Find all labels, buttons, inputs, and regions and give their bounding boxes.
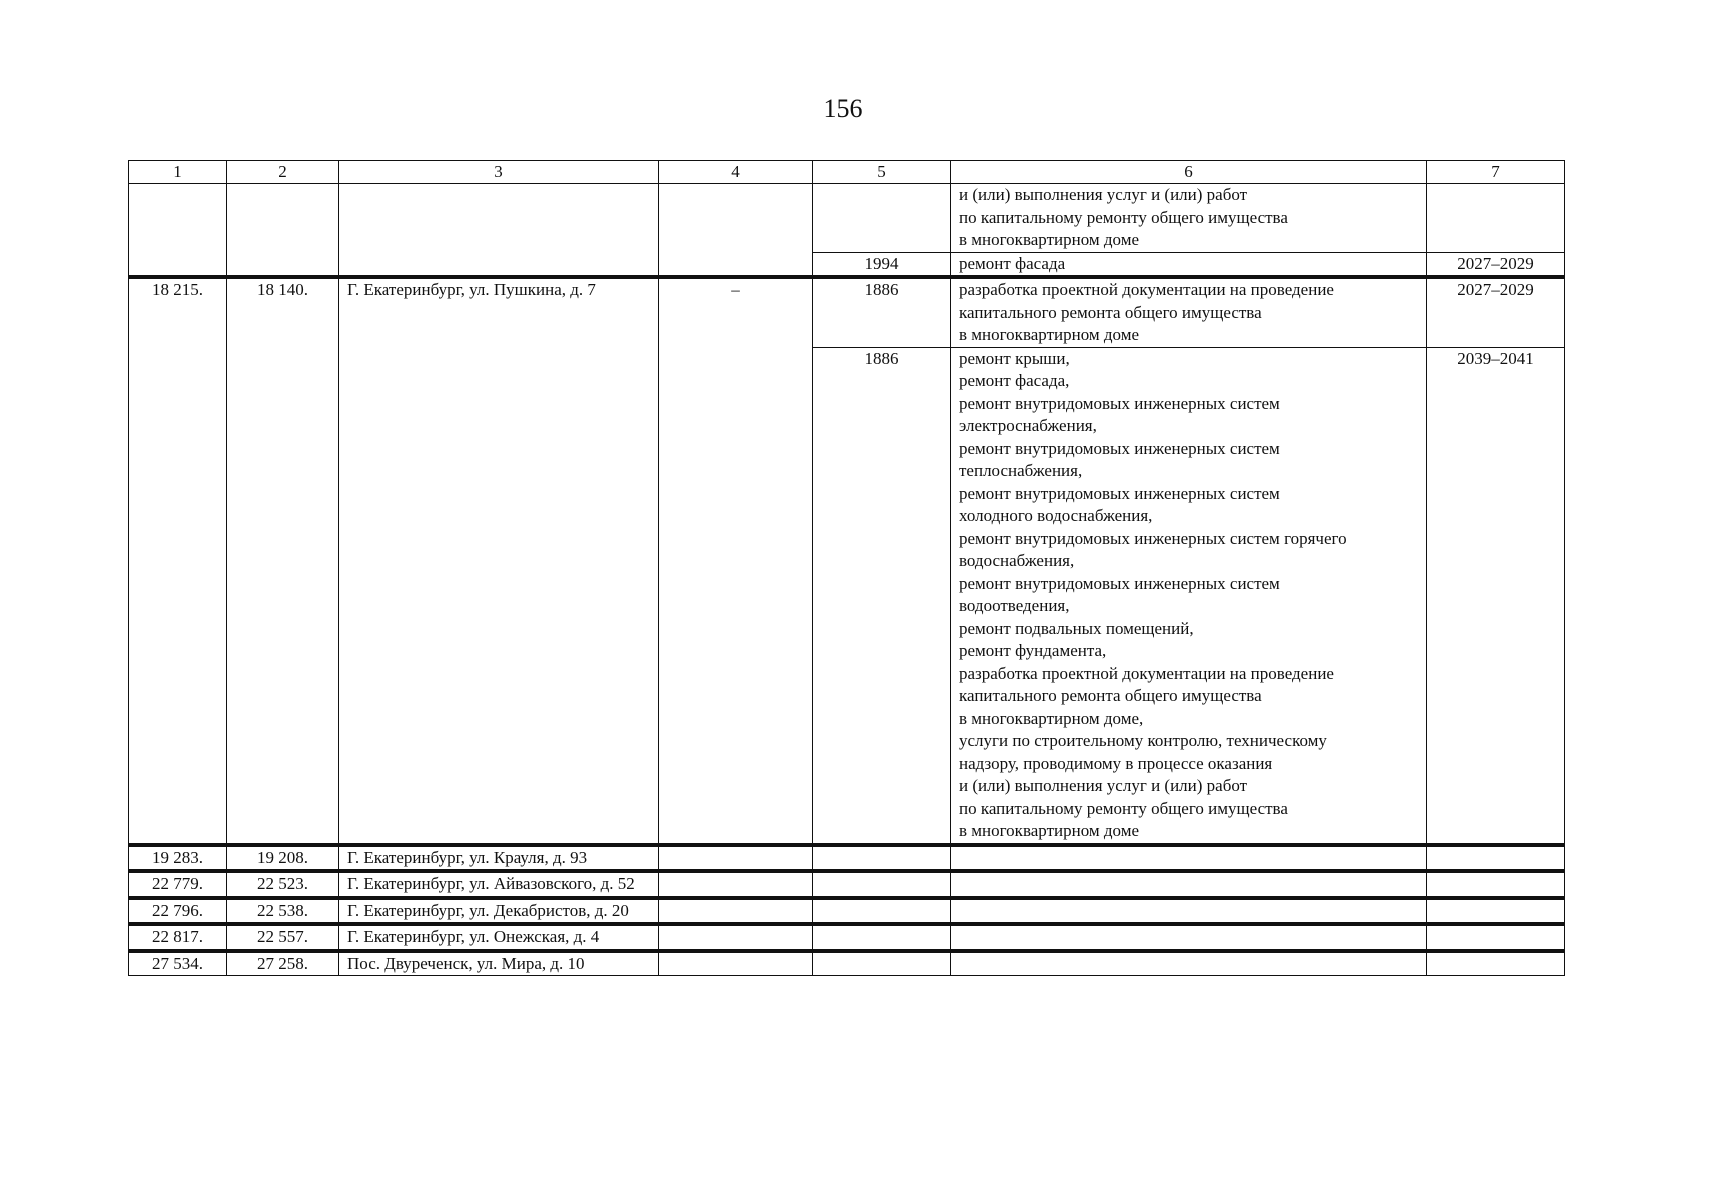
column-header: 5 [813,161,951,184]
year-cell [813,898,951,925]
work-line: ремонт внутридомовых инженерных систем [959,438,1280,458]
work-types-cell [951,347,1427,845]
column-header: 2 [227,161,339,184]
column-4-cell [659,951,813,976]
year-cell [813,184,951,253]
table-row [129,277,1565,347]
register-number: 27 534. [129,951,227,976]
work-line: и (или) выполнения услуг и (или) работ [959,776,1248,795]
column-4-cell [659,924,813,951]
work-line: разработка проектной документации на проведение [959,663,1334,683]
page-number: 156 [823,94,863,123]
work-types-cell [951,845,1427,872]
column-4-cell [659,845,813,872]
address-cell: Г. Екатеринбург, ул. Крауля, д. 93 [339,845,659,872]
year-cell [813,951,951,976]
work-line: в многоквартирном доме, [959,708,1144,728]
period-cell [1427,898,1565,925]
period-cell [1427,871,1565,898]
period-cell [1427,924,1565,951]
period-cell: 2039–2041 [1427,347,1565,845]
period-cell [1427,184,1565,253]
column-4-cell [659,871,813,898]
house-number: 27 258. [227,951,339,976]
column-header: 1 [129,161,227,184]
period-cell: 2027–2029 [1427,252,1565,277]
period-cell: 2027–2029 [1427,277,1565,347]
work-types-cell [951,924,1427,951]
table-row [129,184,1565,253]
address-cell: Пос. Двуреченск, ул. Мира, д. 10 [339,951,659,976]
column-header: 4 [659,161,813,184]
work-types-cell [951,252,1427,277]
work-types-cell [951,951,1427,976]
work-line: по капитальному ремонту общего имущества [959,207,1288,227]
work-line: услуги по строительному контролю, техническому [959,731,1327,750]
work-line: ремонт фасада, [959,371,1070,390]
address-cell: Г. Екатеринбург, ул. Декабристов, д. 20 [339,898,659,925]
work-line: капитального ремонта общего имущества [959,302,1262,322]
year-cell [813,845,951,872]
column-4-cell: – [659,277,813,845]
header-row [129,161,1565,184]
work-types-cell [951,898,1427,925]
year-cell: 1994 [813,252,951,277]
year-cell [813,924,951,951]
year-cell [813,871,951,898]
work-line: ремонт фасада [959,253,1066,273]
work-types-cell [951,184,1427,253]
work-types-cell [951,871,1427,898]
address-cell [339,184,659,278]
address-cell: Г. Екатеринбург, ул. Айвазовского, д. 52 [339,871,659,898]
register-number: 18 215. [129,277,227,845]
table-row [129,871,1565,898]
work-line: в многоквартирном доме [959,821,1140,840]
work-line: ремонт подвальных помещений, [959,618,1194,638]
house-number [227,184,339,278]
register-number: 22 779. [129,871,227,898]
address-cell: Г. Екатеринбург, ул. Онежская, д. 4 [339,924,659,951]
work-line: надзору, проводимому в процессе оказания [959,753,1273,773]
work-line: и (или) выполнения услуг и (или) работ [959,185,1248,204]
work-line: капитального ремонта общего имущества [959,686,1262,705]
work-line: электроснабжения, [959,416,1097,435]
work-line: в многоквартирном доме [959,325,1140,344]
work-line: водоснабжения, [959,551,1075,570]
work-line: в многоквартирном доме [959,230,1140,249]
register-number [129,184,227,278]
work-line: разработка проектной документации на проведение [959,280,1334,299]
work-line: ремонт внутридомовых инженерных систем горячего [959,528,1347,548]
work-line: по капитальному ремонту общего имущества [959,798,1288,818]
period-cell [1427,845,1565,872]
column-header: 7 [1427,161,1565,184]
column-header: 6 [951,161,1427,184]
year-cell: 1886 [813,277,951,347]
table-body [129,184,1565,976]
house-number: 18 140. [227,277,339,845]
house-number: 22 523. [227,871,339,898]
capital-repair-table [128,160,1565,976]
work-line: ремонт внутридомовых инженерных систем [959,573,1280,593]
address-cell: Г. Екатеринбург, ул. Пушкина, д. 7 [339,277,659,845]
house-number: 22 538. [227,898,339,925]
house-number: 19 208. [227,845,339,872]
register-number: 22 796. [129,898,227,925]
work-line: ремонт крыши, [959,348,1070,368]
table-row [129,951,1565,976]
house-number: 22 557. [227,924,339,951]
work-line: ремонт фундамента, [959,641,1107,660]
work-types-cell [951,277,1427,347]
work-line: водоотведения, [959,596,1070,615]
work-line: теплоснабжения, [959,461,1083,480]
column-4-cell [659,184,813,278]
table-row [129,898,1565,925]
table-row [129,924,1565,951]
column-4-cell [659,898,813,925]
period-cell [1427,951,1565,976]
work-line: холодного водоснабжения, [959,506,1153,525]
work-line: ремонт внутридомовых инженерных систем [959,483,1280,503]
year-cell: 1886 [813,347,951,845]
work-line: ремонт внутридомовых инженерных систем [959,393,1280,413]
register-number: 19 283. [129,845,227,872]
table-row [129,845,1565,872]
register-number: 22 817. [129,924,227,951]
column-header: 3 [339,161,659,184]
